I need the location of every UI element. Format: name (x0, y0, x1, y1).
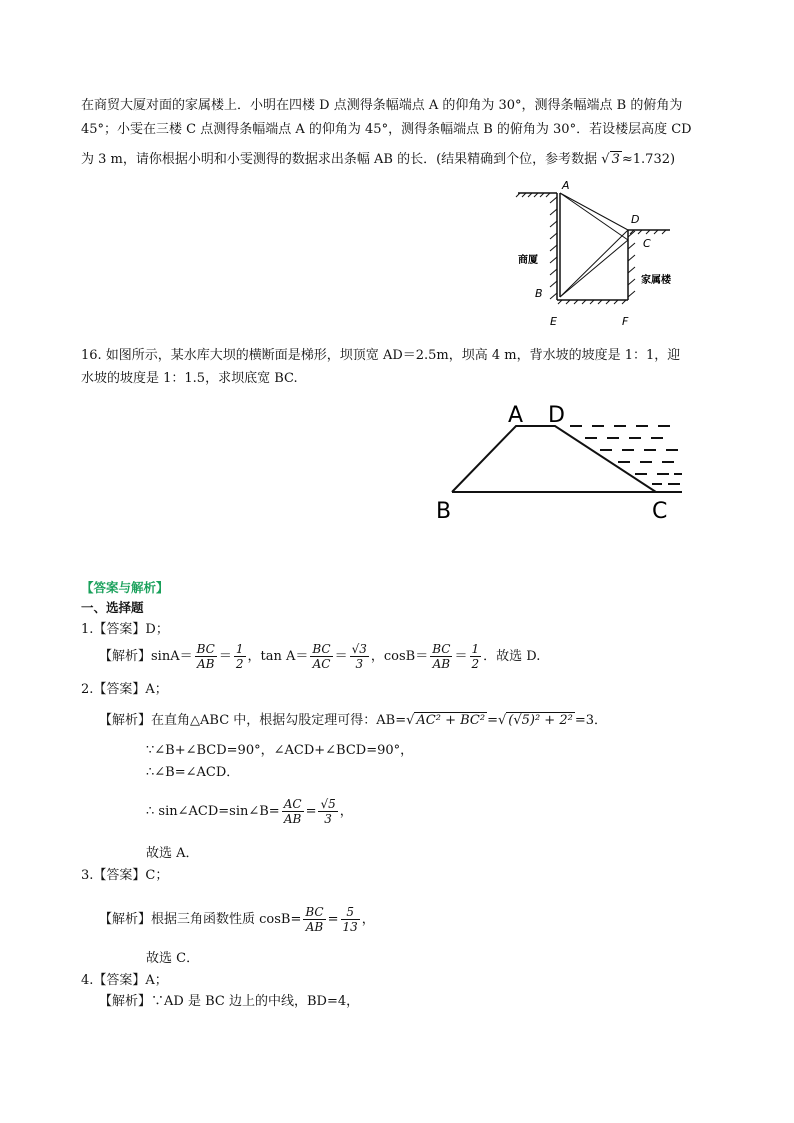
fraction: $\frac{√3}{3}$ (351, 642, 367, 671)
q3-line2: 故选 C． (146, 951, 200, 966)
building-figure (510, 175, 680, 330)
dam-point-D: D (548, 403, 565, 428)
dam-point-B: B (436, 499, 452, 524)
dam-point-C: C (652, 499, 668, 524)
dam-figure (430, 398, 690, 528)
water-hatch (570, 426, 682, 484)
q2-answer: 2.【答案】A； (81, 682, 168, 697)
fraction: $\frac{BC}{AC}$ (312, 642, 331, 671)
fraction: $\frac{1}{2}$ (471, 642, 480, 671)
q1-explanation: 【解析】sinA＝ $\frac{BC}{AB}$ ＝ $\frac{1}{2}$ ，tan A＝ $\frac{BC}{AC}$ ＝ $\frac{√3}{3}$ ，cosB＝ $\frac{BC}{AB}$ ＝ $\frac{1}{2}$ ．故选 D. (99, 642, 541, 671)
point-A-label: A (562, 179, 570, 192)
q2-explanation-line1: 【解析】在直角△ABC 中，根据勾股定理可得：AB=√ AC² + BC² =√ (√5)² + 2² =3． (99, 713, 607, 728)
point-F-label: F (622, 315, 629, 328)
problem16-line1: 16. 如图所示，某水库大坝的横断面是梯形，坝顶宽 AD＝2.5m，坝高 4 m，背水坡的坡度是 1：1，迎 (81, 348, 681, 363)
q3-explanation: 【解析】根据三角函数性质 cosB= $\frac{BC}{AB}$ = $\frac{5}{13}$ ， (99, 905, 375, 934)
q3-answer: 3.【答案】C； (81, 868, 169, 883)
point-B-label: B (535, 287, 543, 300)
q2-line3: ∴∠B=∠ACD． (146, 765, 240, 780)
section-heading: 一、选择题 (81, 600, 144, 615)
sqrt-symbol: √ (406, 713, 415, 728)
q2-line2: ∵∠B+∠BCD=90°，∠ACD+∠BCD=90°， (146, 743, 414, 758)
point-D-label: D (631, 213, 640, 226)
q4-explanation: 【解析】∵AD 是 BC 边上的中线，BD=4， (99, 994, 360, 1009)
point-E-label: E (550, 315, 557, 328)
fraction: $\frac{BC}{AB}$ (305, 905, 324, 934)
sqrt-symbol: √ (601, 152, 610, 167)
right-building-label: 家属楼 (641, 275, 671, 286)
fraction: $\frac{AC}{AB}$ (283, 797, 302, 826)
problem15-line3: 为 3 m，请你根据小明和小雯测得的数据求出条幅 AB 的长．(结果精确到个位，参考数据 √ 3 ≈1.732) (81, 152, 676, 167)
dam-point-A: A (508, 403, 524, 428)
problem15-line1: 在商贸大厦对面的家属楼上．小明在四楼 D 点测得条幅端点 A 的仰角为 30°，测得条幅端点 B 的俯角为 (81, 98, 683, 113)
fraction: $\frac{BC}{AB}$ (432, 642, 451, 671)
problem16-line2: 水坡的坡度是 1：1.5，求坝底宽 BC. (81, 371, 298, 386)
answers-heading: 【答案与解析】 (81, 580, 169, 595)
left-building-label: 商厦 (518, 255, 538, 266)
point-C-label: C (643, 237, 651, 250)
sqrt-radicand: 3 (611, 152, 620, 167)
fraction: $\frac{5}{13}$ (342, 905, 358, 934)
fraction: $\frac{1}{2}$ (235, 642, 244, 671)
problem15-line2: 45°；小雯在三楼 C 点测得条幅端点 A 的仰角为 45°，测得条幅端点 B 的俯角为 30°．若设楼层高度 CD (81, 122, 692, 137)
q2-line4: ∴ sin∠ACD=sin∠B= $\frac{AC}{AB}$ = $\frac{√5}{3}$ ， (146, 797, 353, 826)
fraction: $\frac{BC}{AB}$ (196, 642, 215, 671)
q4-answer: 4.【答案】A； (81, 973, 168, 988)
sqrt-symbol: √ (497, 713, 507, 728)
q1-answer: 1.【答案】D； (81, 622, 169, 637)
q2-line5: 故选 A． (146, 846, 199, 861)
fraction: $\frac{√5}{3}$ (320, 797, 336, 826)
